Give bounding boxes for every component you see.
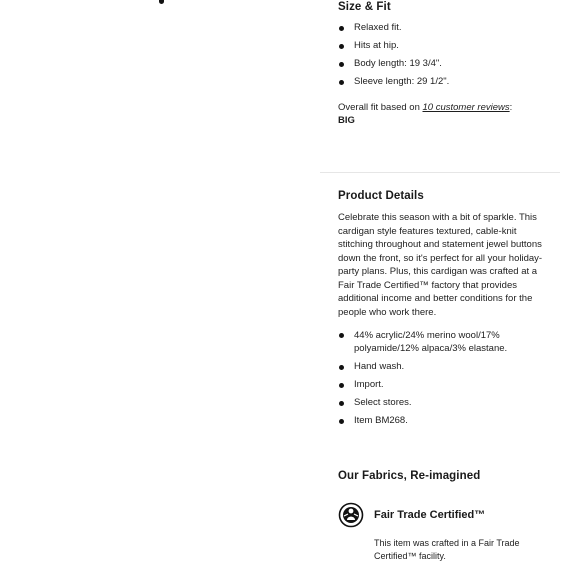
list-item: Select stores. xyxy=(338,397,550,409)
fair-trade-certified-icon xyxy=(338,502,364,528)
fabrics-heading: Our Fabrics, Re-imagined xyxy=(338,470,481,482)
size-fit-list xyxy=(338,22,550,88)
list-item: Import. xyxy=(338,379,550,391)
list-item: 44% acrylic/24% merino wool/17% polyamide/12% alpaca/3% elastane. xyxy=(338,329,550,355)
list-item: Relaxed fit. xyxy=(338,22,550,34)
size-fit-heading: Size & Fit xyxy=(338,1,391,13)
customer-reviews-link[interactable]: 10 customer reviews xyxy=(422,102,510,113)
list-item: Item BM268. xyxy=(338,415,550,427)
list-item: Hand wash. xyxy=(338,361,550,373)
image-fragment xyxy=(159,0,164,4)
size-fit-section xyxy=(338,0,550,127)
overall-fit-suffix: : xyxy=(509,102,513,113)
fair-trade-title: Fair Trade Certified™ xyxy=(374,509,486,521)
fair-trade-description: This item was crafted in a Fair Trade Certified™ facility. xyxy=(374,538,520,561)
overall-fit-value: BIG xyxy=(338,115,355,126)
list-item: Body length: 19 3/4". xyxy=(338,58,550,70)
list-item: Sleeve length: 29 1/2". xyxy=(338,76,550,88)
list-item: Hits at hip. xyxy=(338,40,550,52)
product-details-heading: Product Details xyxy=(338,190,424,202)
section-divider xyxy=(320,172,560,173)
product-details-list xyxy=(338,329,550,427)
fabrics-section xyxy=(338,470,550,482)
product-description: Celebrate this season with a bit of sparkle. This cardigan style features textured, cable-knit stitching throughout and statement jewel buttons down the front, so it's perfect for all your holiday-party plans. Plus, this cardigan was crafted at a Fair Trade Certified™ factory that provides additional income and better conditions for the people who work there. xyxy=(338,212,543,318)
overall-fit-prefix: Overall fit based on xyxy=(338,102,423,113)
overall-fit xyxy=(338,101,550,127)
product-details-section xyxy=(338,190,550,427)
